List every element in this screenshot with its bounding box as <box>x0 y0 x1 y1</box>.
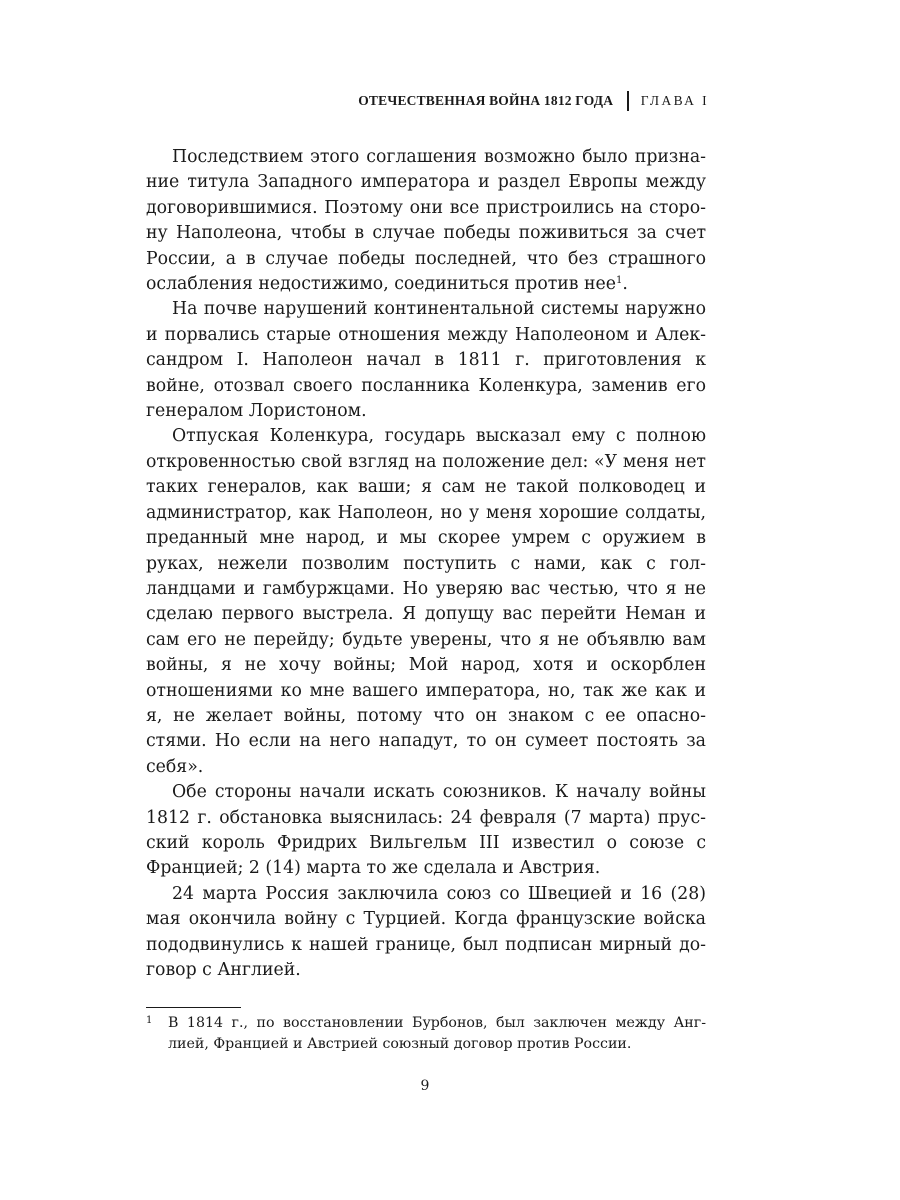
footnote-text: В 1814 г., по восстановлении Бурбонов, был заключен между Англией, Францией и Австрией союзный договор против России. <box>168 1015 706 1052</box>
book-title: ОТЕЧЕСТВЕННАЯ ВОЙНА 1812 ГОДА <box>358 93 614 108</box>
paragraph: 24 марта Россия заключила союз со Швецией и 16 (28) мая окончила войну с Турцией. Когда французские войска пододвинулись к нашей границе, был подписан мирный договор с Англией. <box>146 883 706 980</box>
page-number: 9 <box>420 1078 430 1094</box>
paragraph: На почве нарушений континентальной системы наружно и порвались старые отношения между Наполеоном и Александром I. Наполеон начал в 1811 г. приготовления к войне, отозвал своего посланника Коленкура, заменив его генералом Лористоном. <box>146 299 706 422</box>
paragraph: Последствием этого соглашения возможно было признание титула Западного императора и раздел Европы между договорившимися. Поэтому они все пристроились на сторону Наполеона, чтобы в случае победы поживиться за счет России, а в случае победы последней, что без страшного ослабления недостижимо, соединиться против нее$^1$. <box>146 147 706 295</box>
footnote-rule <box>146 1007 241 1008</box>
footnote: 1 В 1814 г., по восстановлении Бурбонов, был заключен между Англией, Францией и Австрией союзный договор против России. <box>146 1015 706 1052</box>
paragraph: Обе стороны начали искать союзников. К началу войны 1812 г. обстановка выяснилась: 24 февраля (7 марта) прусский король Фридрих Вильгельм III известил о союзе с Францией; 2 (14) марта то же сделала и Австрия. <box>146 782 706 879</box>
running-header <box>358 89 709 113</box>
paragraph-text: Последствием этого соглашения возможно было признание титула Западного императора и раздел Европы между договорившимися. Поэтому они все пристроились на сторону Наполеона, чтобы в случае победы поживиться за счет России, а в случае победы последней, что без страшного ослабления недостижимо, соединиться против нее <box>146 147 706 295</box>
main-text <box>146 145 706 983</box>
footnote-reference[interactable]: 1 <box>616 275 623 287</box>
chapter-label: ГЛАВА I <box>640 93 709 108</box>
paragraph: Отпуская Коленкура, государь высказал ему с полною откровенностью свой взгляд на положение дел: «У меня нет таких генералов, как ваши; я сам не такой полководец и администратор, как Наполеон, но у меня хорошие солдаты, преданный мне народ, и мы скорее умрем с оружием в руках, нежели позволим поступить с нами, как с голландцами и гамбуржцами. Но уверяю вас честью, что я не сделаю первого выстрела. Я допущу вас перейти Неман и сам его не перейду; будьте уверены, что я не объявлю вам войны, я не хочу войны; Мой народ, хотя и оскорблен отношениями ко мне вашего императора, но, так же как и я, не желает войны, потому что он знаком с ее опасностями. Но если на него нападут, то он сумеет постоять за себя». <box>146 426 706 777</box>
header-separator <box>627 91 629 111</box>
